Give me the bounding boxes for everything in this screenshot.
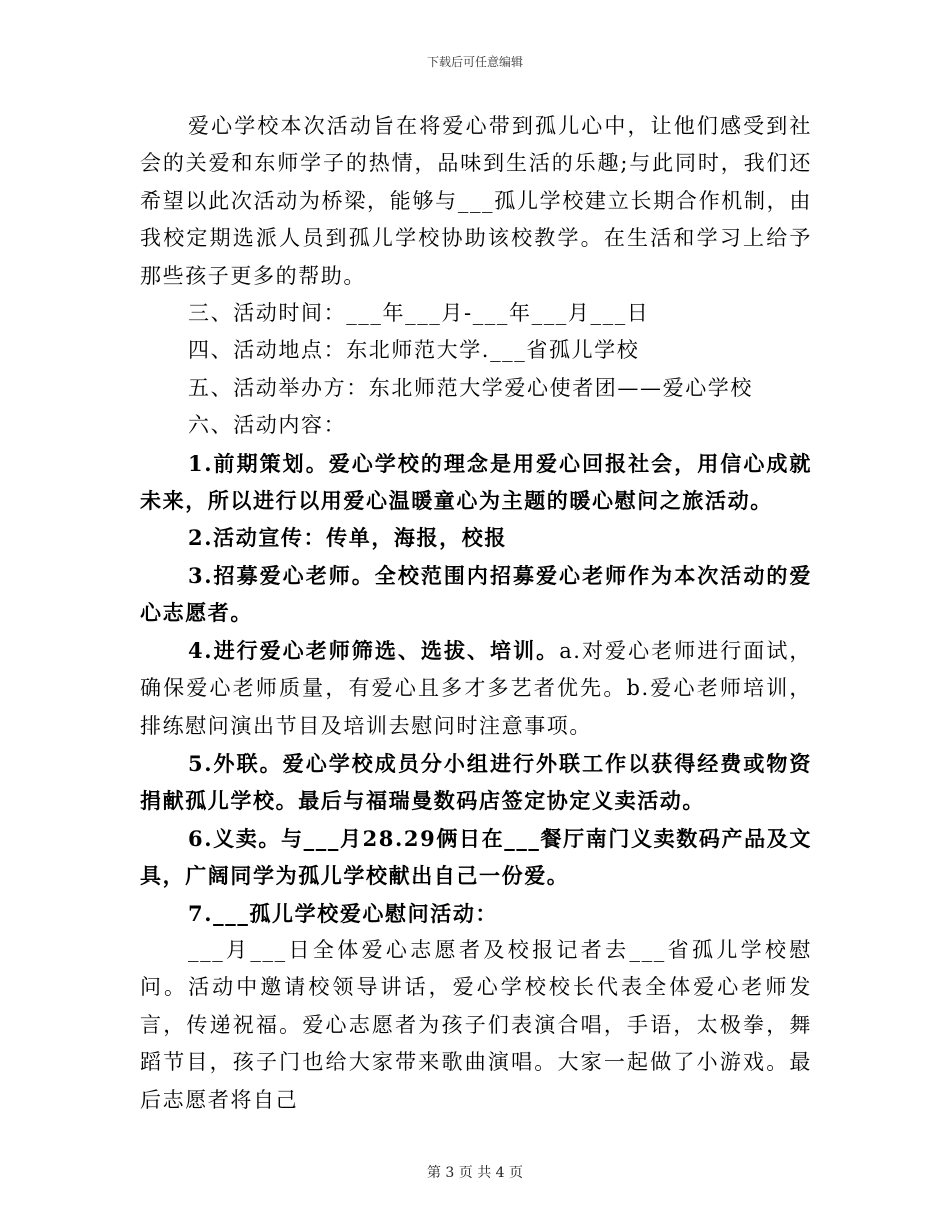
paragraph-item-visit-heading: 7.___孤儿学校爱心慰问活动：: [188, 900, 499, 926]
item-training-title: 4.进行爱心老师筛选、选拔、培训。: [188, 637, 560, 663]
paragraph-activity-location: 四、活动地点：东北师范大学.___省孤儿学校: [188, 338, 640, 363]
paragraph-item-publicity: 2.活动宣传：传单，海报，校报: [188, 525, 507, 551]
paragraph-activity-organizer: 五、活动举办方：东北师范大学爱心使者团——爱心学校: [188, 375, 753, 400]
paragraph-visit-details: ___月___日全体爱心志愿者及校报记者去___省孤儿学校慰问。活动中邀请校领导讲话，爱心学校校长代表全体爱心老师发言，传递祝福。爱心志愿者为孩子们表演合唱，手语，太极拳，舞蹈节目，孩子门也给大家带来歌曲演唱。大家一起做了小游戏。最后志愿者将自己: [140, 937, 812, 1112]
paragraph-item-charity-sale: 6.义卖。与___月28.29俩日在___餐厅南门义卖数码产品及文具，广阔同学为孤儿学校献出自己一份爱。: [140, 825, 812, 889]
page-header: 下载后可任意编辑: [426, 55, 523, 69]
document-body: [140, 108, 812, 1119]
item-training-details: a.对爱心老师进行面试，确保爱心老师质量，有爱心且多才多艺者优先。b.爱心老师培训，排练慰问演出节目及培训去慰问时注意事项。: [140, 638, 812, 738]
paragraph-item-training: [140, 632, 812, 745]
paragraph-activity-content-heading: 六、活动内容：: [188, 413, 347, 438]
paragraph-item-planning: 1.前期策划。爱心学校的理念是用爱心回报社会，用信心成就未来，所以进行以用爱心温暖童心为主题的暖心慰问之旅活动。: [140, 450, 812, 514]
paragraph-item-outreach: 5.外联。爱心学校成员分小组进行外联工作以获得经费或物资捐献孤儿学校。最后与福瑞曼数码店签定协定义卖活动。: [140, 750, 812, 814]
paragraph-purpose: 爱心学校本次活动旨在将爱心带到孤儿心中，让他们感受到社会的关爱和东师学子的热情，品味到生活的乐趣;与此同时，我们还希望以此次活动为桥梁，能够与___孤儿学校建立长期合作机制，由我校定期选派人员到孤儿学校协助该校教学。在生活和学习上给予那些孩子更多的帮助。: [140, 114, 812, 288]
page-footer: 第 3 页 共 4 页: [426, 1165, 524, 1181]
paragraph-item-recruitment: 3.招募爱心老师。全校范围内招募爱心老师作为本次活动的爱心志愿者。: [140, 562, 812, 626]
paragraph-activity-time: 三、活动时间：___年___月-___年___月___日: [188, 301, 650, 326]
